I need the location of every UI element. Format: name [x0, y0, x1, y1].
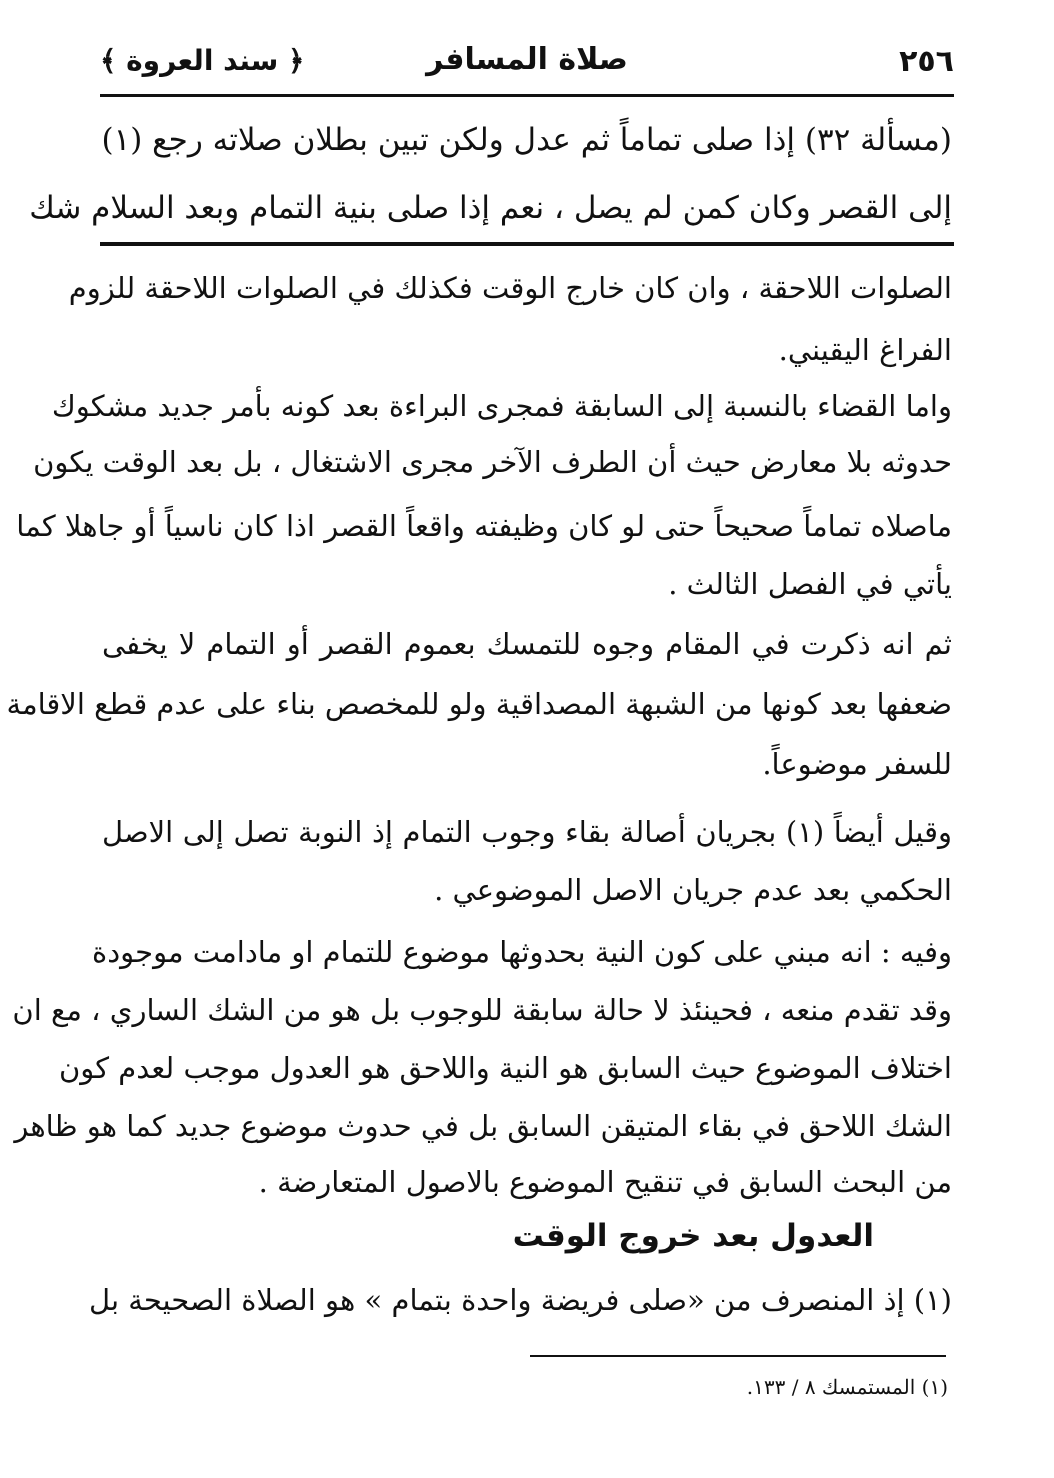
issue-line-1: (مسألة ٣٢) إذا صلى تماماً ثم عدل ولكن تبين بطلان صلاته رجع (١) — [101, 122, 952, 158]
commentary-line: اختلاف الموضوع حيث السابق هو النية واللاحق هو العدول موجب لعدم كون — [58, 1051, 952, 1085]
header-divider — [100, 94, 954, 97]
section-first-line: (١) إذ المنصرف من «صلى فريضة واحدة بتمام » هو الصلاة الصحيحة بل — [89, 1283, 952, 1317]
commentary-line: ثم انه ذكرت في المقام وجوه للتمسك بعموم القصر أو التمام لا يخفى — [102, 627, 952, 661]
commentary-line: الحكمي بعد عدم جريان الاصل الموضوعي . — [434, 873, 952, 907]
commentary-line: الفراغ اليقيني. — [778, 333, 952, 367]
commentary-line: حدوثه بلا معارض حيث أن الطرف الآخر مجرى الاشتغال ، بل بعد الوقت يكون — [33, 445, 952, 479]
commentary-line: وقد تقدم منعه ، فحينئذ لا حالة سابقة للوجوب بل هو من الشك الساري ، مع ان — [12, 993, 952, 1027]
page-header — [100, 38, 954, 94]
footnote-divider — [530, 1355, 946, 1357]
commentary-line: الشك اللاحق في بقاء المتيقن السابق بل في حدوث موضوع جديد كما هو ظاهر — [14, 1109, 952, 1143]
commentary-line: للسفر موضوعاً. — [762, 747, 952, 781]
running-title: صلاة المسافر — [426, 42, 628, 77]
commentary-line: ضعفها بعد كونها من الشبهة المصداقية ولو للمخصص بناء على عدم قطع الاقامة — [6, 687, 952, 721]
commentary-line: من البحث السابق في تنقيح الموضوع بالاصول المتعارضة . — [258, 1165, 952, 1199]
book-title: ﴿ سند العروة ﴾ — [100, 44, 305, 77]
commentary-line: ماصلاه تماماً صحيحاً حتى لو كان وظيفته واقعاً القصر اذا كان ناسياً أو جاهلا كما — [16, 509, 952, 543]
commentary-line: وفيه : انه مبني على كون النية بحدوثها موضوع للتمام او مادامت موجودة — [92, 935, 952, 969]
section-heading: العدول بعد خروج الوقت — [512, 1218, 874, 1254]
footnote: (١) المستمسك ٨ / ١٣٣. — [746, 1375, 948, 1399]
commentary-line: واما القضاء بالنسبة إلى السابقة فمجرى البراءة بعد كونه بأمر جديد مشكوك — [51, 389, 952, 423]
commentary-line: الصلوات اللاحقة ، وان كان خارج الوقت فكذلك في الصلوات اللاحقة للزوم — [68, 271, 952, 305]
page-number: ٢٥٦ — [899, 44, 954, 79]
issue-commentary-divider — [100, 242, 954, 246]
commentary-line: يأتي في الفصل الثالث . — [668, 567, 952, 601]
commentary-line: وقيل أيضاً (١) بجريان أصالة بقاء وجوب التمام إذ النوبة تصل إلى الاصل — [102, 815, 952, 849]
issue-line-2: إلى القصر وكان كمن لم يصل ، نعم إذا صلى بنية التمام وبعد السلام شك — [29, 190, 952, 226]
